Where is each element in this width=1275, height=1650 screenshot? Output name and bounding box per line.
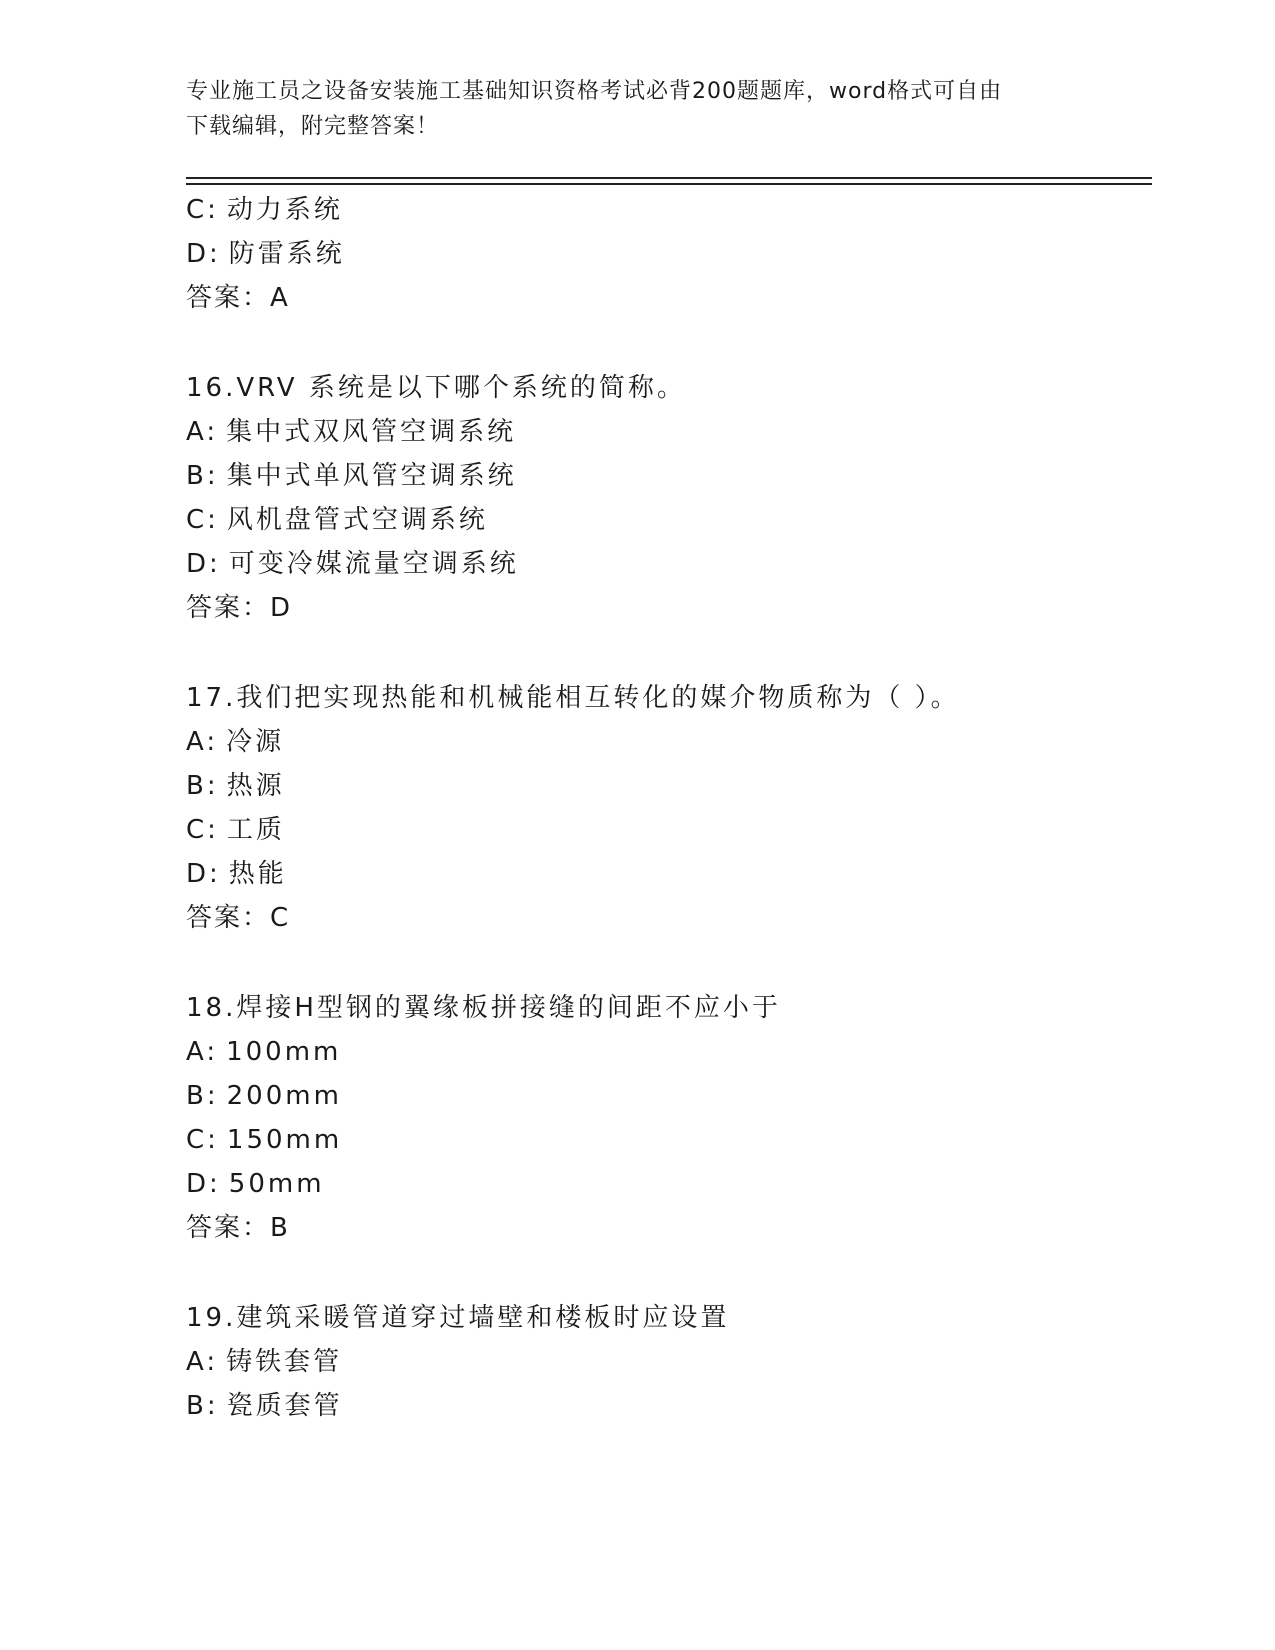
option-letter: D:	[186, 239, 221, 269]
option-letter: D:	[186, 1169, 221, 1199]
question-stem: 17.我们把实现热能和机械能相互转化的媒介物质称为（ ）。	[186, 683, 960, 713]
option-letter: D:	[186, 859, 221, 889]
option-item	[186, 1386, 343, 1426]
option-item	[186, 500, 488, 540]
option-item	[186, 1032, 341, 1072]
option-item	[186, 766, 285, 806]
option-text: 150mm	[226, 1125, 343, 1155]
option-text: 瓷质套管	[226, 1391, 343, 1421]
option-text: 热能	[228, 859, 287, 889]
option-item	[186, 1120, 342, 1160]
option-letter: A:	[186, 1347, 219, 1377]
option-letter: C:	[186, 505, 219, 535]
option-letter: B:	[186, 771, 219, 801]
question-stem: 19.建筑采暖管道穿过墙壁和楼板时应设置	[186, 1303, 730, 1333]
option-letter: B:	[186, 1391, 219, 1421]
option-item	[186, 544, 519, 584]
option-text: 铸铁套管	[226, 1347, 343, 1377]
header-line-1: 专业施工员之设备安装施工基础知识资格考试必背200题题库，word格式可自由	[186, 79, 1003, 104]
header-divider-bottom	[186, 183, 1152, 185]
question-stem: 18.焊接H型钢的翼缘板拼接缝的间距不应小于	[186, 993, 781, 1023]
option-letter: C:	[186, 1125, 219, 1155]
option-item	[186, 854, 287, 894]
option-text: 200mm	[226, 1081, 342, 1111]
option-text: 防雷系统	[228, 239, 345, 269]
document-header	[186, 74, 1066, 144]
header-line-2: 下载编辑，附完整答案！	[186, 114, 440, 139]
option-text: 50mm	[228, 1169, 325, 1199]
header-divider-top	[186, 177, 1152, 179]
option-item	[186, 412, 516, 452]
option-item	[186, 456, 517, 496]
option-item	[186, 722, 284, 762]
option-letter: B:	[186, 461, 219, 491]
option-text: 可变冷媒流量空调系统	[228, 549, 519, 579]
option-item	[186, 1342, 342, 1382]
option-text: 热源	[226, 771, 285, 801]
option-letter: C:	[186, 195, 219, 225]
option-letter: C:	[186, 815, 219, 845]
answer-line: 答案：C	[186, 903, 291, 933]
option-text: 工质	[226, 815, 285, 845]
answer-line: 答案：D	[186, 593, 293, 623]
option-text: 动力系统	[226, 195, 343, 225]
answer-line: 答案：A	[186, 283, 290, 313]
option-text: 风机盘管式空调系统	[226, 505, 488, 535]
answer-line: 答案：B	[186, 1213, 290, 1243]
question-stem: 16.VRV 系统是以下哪个系统的简称。	[186, 373, 686, 403]
option-item	[186, 190, 343, 230]
option-letter: A:	[186, 1037, 219, 1067]
option-item	[186, 234, 345, 274]
option-item	[186, 810, 285, 850]
option-text: 100mm	[226, 1037, 342, 1067]
option-text: 集中式双风管空调系统	[226, 417, 517, 447]
option-letter: A:	[186, 417, 219, 447]
option-item	[186, 1076, 342, 1116]
option-text: 集中式单风管空调系统	[226, 461, 517, 491]
option-item	[186, 1164, 325, 1204]
option-letter: B:	[186, 1081, 219, 1111]
option-letter: A:	[186, 727, 219, 757]
option-text: 冷源	[226, 727, 285, 757]
option-letter: D:	[186, 549, 221, 579]
